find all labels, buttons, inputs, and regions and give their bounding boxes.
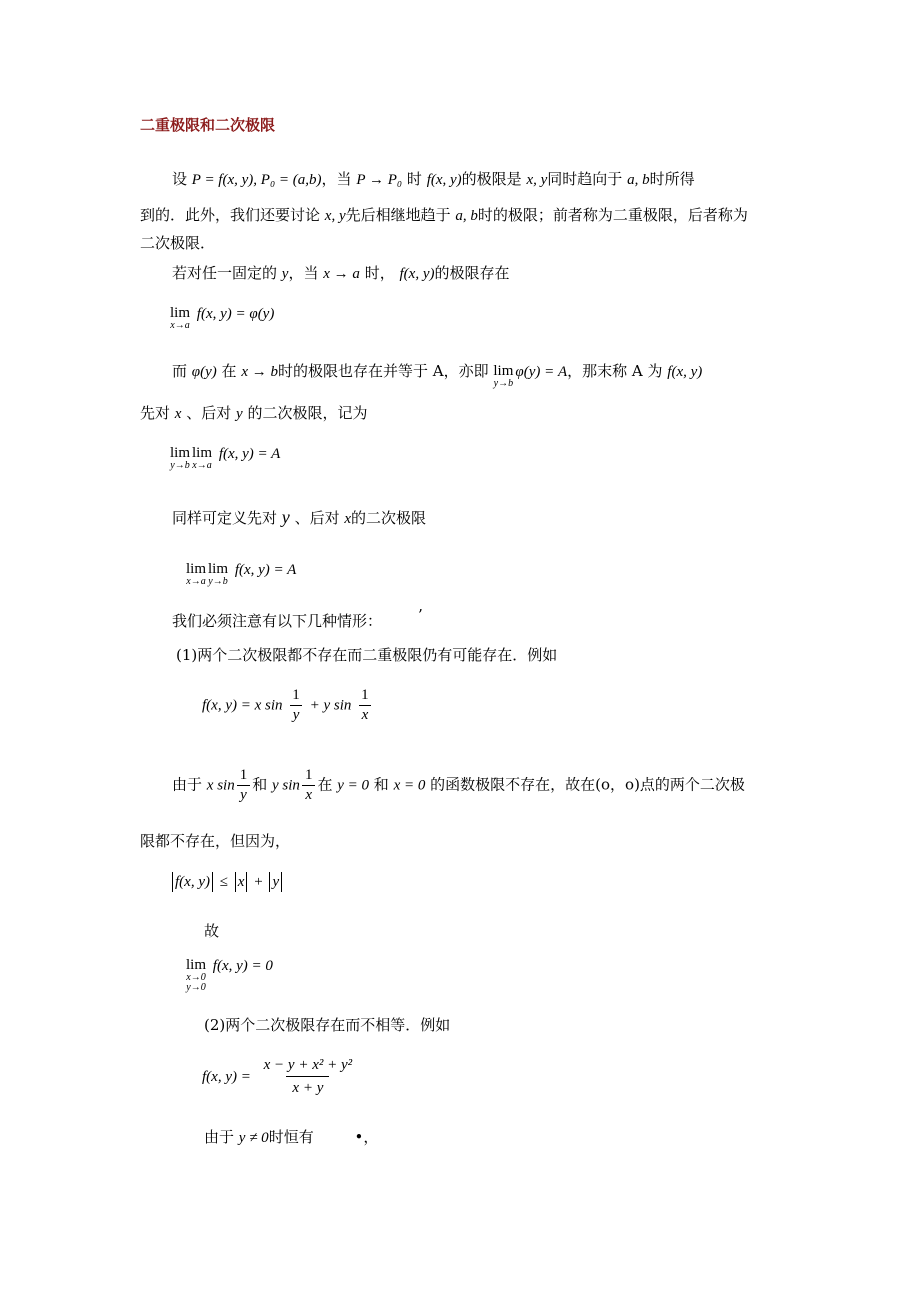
denominator: x + y xyxy=(286,1076,329,1096)
denominator: y xyxy=(290,705,303,723)
lim-subscript: x→a xyxy=(192,460,212,471)
equation-limit-x-to-a xyxy=(170,306,274,331)
abs-bar xyxy=(246,872,247,892)
formula: y xyxy=(272,874,280,890)
lim-text: lim xyxy=(170,445,191,461)
formula: x xyxy=(174,406,182,422)
lim-text: lim xyxy=(493,363,514,379)
text: 时 xyxy=(406,170,422,188)
formula: f(x, y) = A xyxy=(234,562,297,578)
lim-subscript: y→b xyxy=(493,378,514,389)
formula: P = f(x, y), P₀ = (a,b) xyxy=(191,172,322,188)
formula: f(x, y) = xyxy=(202,1069,251,1085)
text: 而 xyxy=(172,362,188,380)
formula: x = 0 xyxy=(393,777,426,794)
formula: y = 0 xyxy=(337,777,370,794)
text: •， xyxy=(354,1128,379,1146)
text: 先对 xyxy=(140,404,171,422)
text: 时的极限也存在并等于 A，亦即 xyxy=(278,362,489,380)
formula: f(x, y) = A xyxy=(218,446,281,462)
text: 的极限存在 xyxy=(434,264,510,282)
formula: ≤ xyxy=(219,874,228,890)
numerator: 1 xyxy=(292,687,300,703)
lim-subscript: y→b xyxy=(170,460,190,471)
text: 、后对 xyxy=(294,509,340,527)
lim-text: lim xyxy=(208,561,229,577)
formula: f(x, y) = 0 xyxy=(212,958,273,974)
text: 时， xyxy=(364,264,395,282)
case-2-heading: (2)两个二次极限存在而不相等．例如 xyxy=(204,1016,451,1034)
text: 由于 xyxy=(172,775,203,794)
limit-operator xyxy=(186,562,206,587)
fraction xyxy=(302,768,316,803)
text: 的函数极限不存在，故在(o，o)点的两个二次极 xyxy=(430,775,745,794)
formula: + xyxy=(254,874,263,890)
text: 在 xyxy=(317,775,333,794)
formula: + y sin xyxy=(309,697,352,714)
paragraph-note: 我们必须注意有以下几种情形： xyxy=(172,612,383,630)
formula: y xyxy=(281,507,290,527)
limit-operator xyxy=(493,364,513,389)
formula: x sin xyxy=(206,777,235,794)
abs-bar xyxy=(212,872,213,892)
equation-inequality xyxy=(170,872,284,892)
denominator: x xyxy=(359,705,372,723)
limit-operator xyxy=(170,306,190,331)
text: 时所得 xyxy=(649,170,695,188)
formula: y ≠ 0 xyxy=(238,1130,269,1146)
formula: x, y xyxy=(526,172,548,188)
paragraph-definition-line3: 二次极限． xyxy=(140,234,216,252)
text: 的二次极限，记为 xyxy=(247,404,368,422)
fraction xyxy=(258,1058,359,1096)
paragraph-phi-limit-line1 xyxy=(172,364,702,389)
numerator: 1 xyxy=(361,687,369,703)
formula: x xyxy=(344,511,352,527)
limit-operator xyxy=(186,958,206,993)
formula: f(x, y) xyxy=(175,874,210,890)
paragraph-fixed-y xyxy=(172,266,510,282)
text: 若对任一固定的 xyxy=(172,264,278,282)
equation-double-limit xyxy=(186,958,273,993)
lim-text: lim xyxy=(192,445,213,461)
text: 和 xyxy=(252,775,268,794)
fraction xyxy=(237,768,251,803)
formula: f(x, y) = x sin xyxy=(202,697,283,714)
formula: f(x, y) xyxy=(426,172,462,188)
equation-example-1 xyxy=(202,688,374,723)
stray-mark: ’ xyxy=(418,606,423,624)
formula: f(x, y) xyxy=(667,364,703,380)
equation-iterated-limit-y-x xyxy=(170,446,280,471)
text: 到的．此外，我们还要讨论 xyxy=(140,206,321,224)
numerator: 1 xyxy=(304,767,313,783)
limit-operator xyxy=(170,446,190,471)
fraction xyxy=(289,688,303,723)
lim-text: lim xyxy=(186,957,207,973)
abs-bar xyxy=(281,872,282,892)
text: ，当 xyxy=(288,264,319,282)
numerator: 1 xyxy=(239,767,248,783)
text: 、后对 xyxy=(186,404,232,422)
text: ，那末称 A 为 xyxy=(567,362,663,380)
paragraph-definition-line2 xyxy=(140,208,748,224)
formula: x, y xyxy=(324,208,346,224)
abs-bar xyxy=(269,872,270,892)
paragraph-phi-limit-line2 xyxy=(140,406,368,422)
formula: x → a xyxy=(323,266,360,282)
formula: f(x, y) xyxy=(399,266,435,282)
lim-subscript: x→a xyxy=(170,320,190,331)
limit-operator xyxy=(192,446,212,471)
text: 设 xyxy=(172,170,188,188)
text: 的二次极限 xyxy=(351,509,427,527)
abs-bar xyxy=(172,872,173,892)
limit-operator xyxy=(208,562,228,587)
abs-bar xyxy=(235,872,236,892)
therefore-text: 故 xyxy=(204,922,220,940)
equation-example-2 xyxy=(202,1058,360,1096)
denominator: x xyxy=(302,785,315,803)
text: 由于 xyxy=(204,1128,235,1146)
numerator: x − y + x² + y² xyxy=(263,1057,353,1073)
paragraph-since-y-nonzero xyxy=(204,1130,378,1146)
text: 在 xyxy=(221,362,237,380)
text: 同时趋向于 xyxy=(547,170,623,188)
text: ，当 xyxy=(321,170,352,188)
lim-subscript: y→b xyxy=(208,576,228,587)
page-title: 二重极限和二次极限 xyxy=(140,116,276,134)
formula: φ(y) = A xyxy=(515,364,568,380)
text: 先后相继地趋于 xyxy=(345,206,451,224)
formula: f(x, y) = φ(y) xyxy=(196,306,275,322)
equation-iterated-limit-x-y xyxy=(186,562,296,587)
formula: y sin xyxy=(272,777,300,794)
formula: φ(y) xyxy=(191,364,217,380)
lim-subscript: y→0 xyxy=(186,982,206,993)
text: 和 xyxy=(373,775,389,794)
formula: y xyxy=(236,406,243,422)
denominator: y xyxy=(237,785,250,803)
formula: y xyxy=(281,266,289,282)
text: 的极限是 xyxy=(461,170,522,188)
formula: a, b xyxy=(627,172,650,188)
formula: a, b xyxy=(455,208,478,224)
fraction xyxy=(358,688,372,723)
lim-text: lim xyxy=(170,305,191,321)
text: 时的极限；前者称为二重极限，后者称为 xyxy=(477,206,748,224)
formula: x xyxy=(237,874,245,890)
case-1-heading: (1)两个二次极限都不存在而二重极限仍有可能存在．例如 xyxy=(176,646,558,664)
paragraph-because-line1 xyxy=(172,768,745,803)
paragraph-because-line2: 限都不存在，但因为， xyxy=(140,832,291,850)
formula: P → P₀ xyxy=(356,172,403,188)
paragraph-definition-line1 xyxy=(172,172,695,188)
formula: x → b xyxy=(241,364,278,380)
lim-subscript: x→a xyxy=(186,576,206,587)
text: 时恒有 xyxy=(268,1128,314,1146)
lim-subscript: x→0 xyxy=(186,972,206,983)
text: 同样可定义先对 xyxy=(172,509,278,527)
lim-text: lim xyxy=(186,561,207,577)
paragraph-similarly xyxy=(172,508,426,527)
